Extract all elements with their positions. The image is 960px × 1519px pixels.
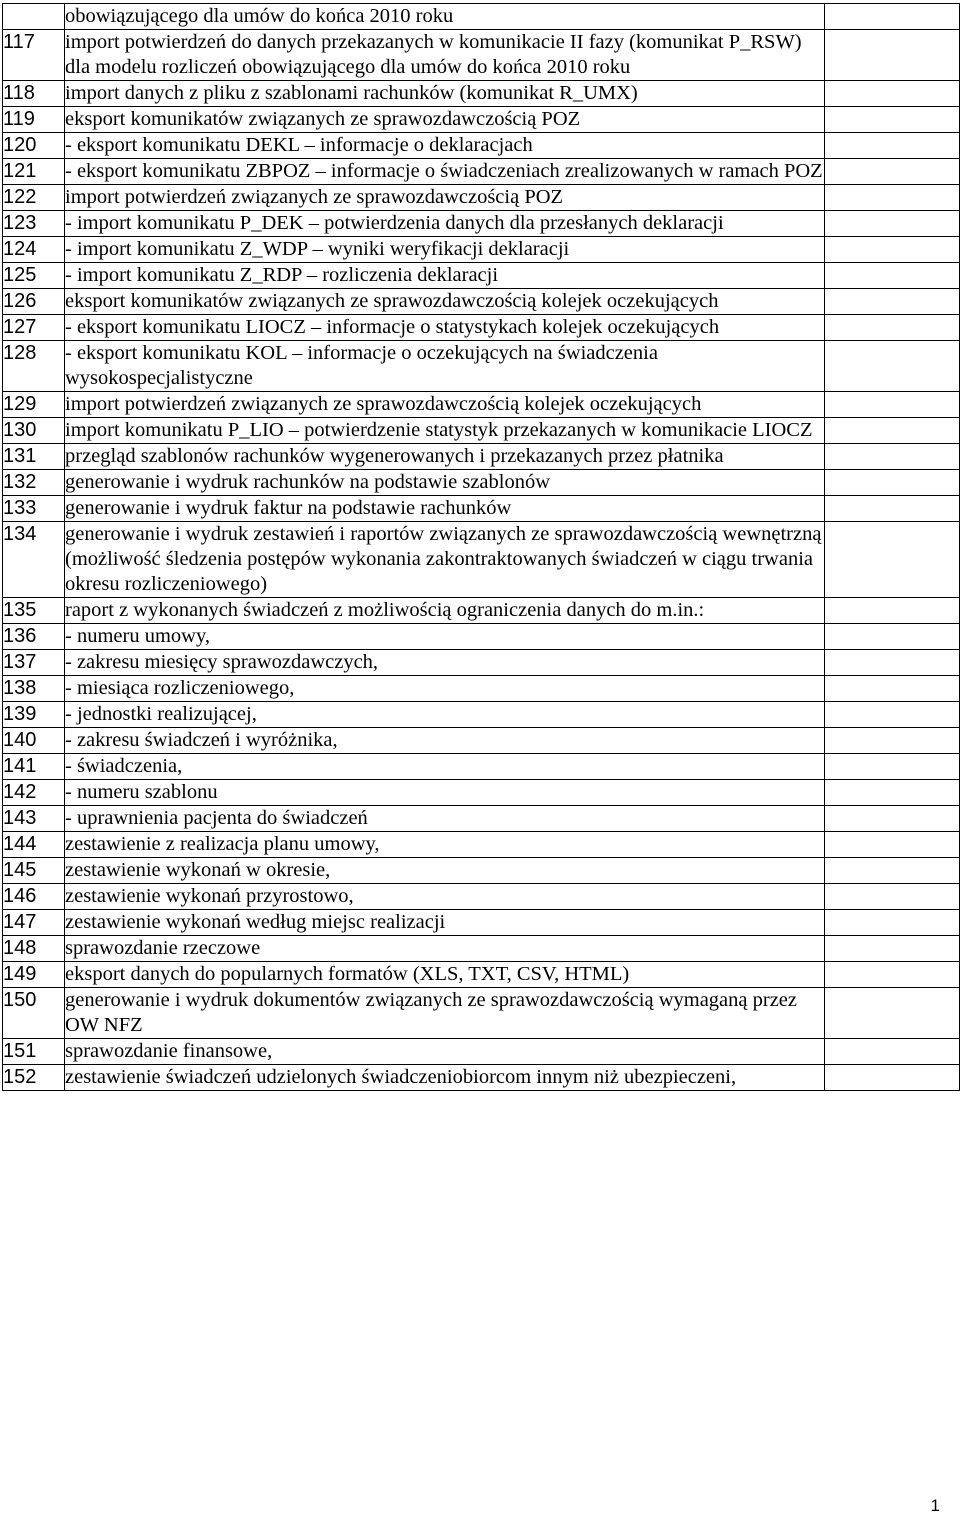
table-row xyxy=(3,496,960,522)
table-row xyxy=(3,806,960,832)
requirements-table xyxy=(2,3,960,1091)
row-number: 119 xyxy=(3,107,65,133)
row-number: 146 xyxy=(3,884,65,910)
row-description: - eksport komunikatu KOL – informacje o oczekujących na świadczenia wysokospecjalistyczne xyxy=(65,341,825,392)
table-row xyxy=(3,211,960,237)
row-description: import danych z pliku z szablonami rachunków (komunikat R_UMX) xyxy=(65,81,825,107)
row-description: - eksport komunikatu ZBPOZ – informacje o świadczeniach zrealizowanych w ramach POZ xyxy=(65,159,825,185)
empty-cell xyxy=(825,470,960,496)
row-description: - import komunikatu Z_WDP – wyniki weryfikacji deklaracji xyxy=(65,237,825,263)
row-description: - import komunikatu P_DEK – potwierdzenia danych dla przesłanych deklaracji xyxy=(65,211,825,237)
row-description: - jednostki realizującej, xyxy=(65,702,825,728)
row-number: 145 xyxy=(3,858,65,884)
row-description: raport z wykonanych świadczeń z możliwością ograniczenia danych do m.in.: xyxy=(65,598,825,624)
row-description: sprawozdanie finansowe, xyxy=(65,1039,825,1065)
table-row xyxy=(3,133,960,159)
table-row xyxy=(3,962,960,988)
table-row xyxy=(3,676,960,702)
row-number: 134 xyxy=(3,522,65,598)
row-number: 152 xyxy=(3,1065,65,1091)
empty-cell xyxy=(825,650,960,676)
empty-cell xyxy=(825,988,960,1039)
table-row xyxy=(3,341,960,392)
row-description: zestawienie świadczeń udzielonych świadczeniobiorcom innym niż ubezpieczeni, xyxy=(65,1065,825,1091)
table-row xyxy=(3,780,960,806)
empty-cell xyxy=(825,728,960,754)
table-row xyxy=(3,444,960,470)
row-description: - numeru szablonu xyxy=(65,780,825,806)
row-description: eksport komunikatów związanych ze sprawozdawczością POZ xyxy=(65,107,825,133)
table-row xyxy=(3,4,960,30)
row-number: 131 xyxy=(3,444,65,470)
row-description: eksport komunikatów związanych ze sprawozdawczością kolejek oczekujących xyxy=(65,289,825,315)
row-number: 138 xyxy=(3,676,65,702)
empty-cell xyxy=(825,81,960,107)
row-number: 122 xyxy=(3,185,65,211)
row-description: import potwierdzeń związanych ze sprawozdawczością POZ xyxy=(65,185,825,211)
empty-cell xyxy=(825,702,960,728)
row-number: 124 xyxy=(3,237,65,263)
table-row xyxy=(3,910,960,936)
row-number: 140 xyxy=(3,728,65,754)
row-number: 126 xyxy=(3,289,65,315)
empty-cell xyxy=(825,289,960,315)
table-row xyxy=(3,263,960,289)
row-description: zestawienie wykonań według miejsc realizacji xyxy=(65,910,825,936)
empty-cell xyxy=(825,624,960,650)
empty-cell xyxy=(825,806,960,832)
table-row xyxy=(3,1039,960,1065)
page-number: 1 xyxy=(930,1496,940,1515)
empty-cell xyxy=(825,418,960,444)
row-number: 137 xyxy=(3,650,65,676)
row-number: 130 xyxy=(3,418,65,444)
row-description: sprawozdanie rzeczowe xyxy=(65,936,825,962)
row-number: 147 xyxy=(3,910,65,936)
table-row xyxy=(3,30,960,81)
empty-cell xyxy=(825,858,960,884)
row-number: 118 xyxy=(3,81,65,107)
table-row xyxy=(3,522,960,598)
empty-cell xyxy=(825,598,960,624)
row-description: zestawienie wykonań w okresie, xyxy=(65,858,825,884)
table-row xyxy=(3,884,960,910)
row-description: zestawienie z realizacja planu umowy, xyxy=(65,832,825,858)
table-row xyxy=(3,650,960,676)
row-description: zestawienie wykonań przyrostowo, xyxy=(65,884,825,910)
row-description: generowanie i wydruk dokumentów związanych ze sprawozdawczością wymaganą przez OW NFZ xyxy=(65,988,825,1039)
row-number: 123 xyxy=(3,211,65,237)
empty-cell xyxy=(825,185,960,211)
table-row xyxy=(3,858,960,884)
row-description: obowiązującego dla umów do końca 2010 roku xyxy=(65,4,825,30)
row-description: - uprawnienia pacjenta do świadczeń xyxy=(65,806,825,832)
table-row xyxy=(3,598,960,624)
empty-cell xyxy=(825,392,960,418)
row-number: 129 xyxy=(3,392,65,418)
row-number: 125 xyxy=(3,263,65,289)
row-description: - numeru umowy, xyxy=(65,624,825,650)
empty-cell xyxy=(825,211,960,237)
empty-cell xyxy=(825,522,960,598)
row-number: 135 xyxy=(3,598,65,624)
row-description: - świadczenia, xyxy=(65,754,825,780)
empty-cell xyxy=(825,4,960,30)
row-number: 128 xyxy=(3,341,65,392)
row-number: 121 xyxy=(3,159,65,185)
table-row xyxy=(3,392,960,418)
row-description: import komunikatu P_LIO – potwierdzenie statystyk przekazanych w komunikacie LIOCZ xyxy=(65,418,825,444)
row-number: 143 xyxy=(3,806,65,832)
table-row xyxy=(3,1065,960,1091)
row-number: 117 xyxy=(3,30,65,81)
row-number: 132 xyxy=(3,470,65,496)
empty-cell xyxy=(825,780,960,806)
table-row xyxy=(3,315,960,341)
row-description: - import komunikatu Z_RDP – rozliczenia deklaracji xyxy=(65,263,825,289)
empty-cell xyxy=(825,1065,960,1091)
empty-cell xyxy=(825,496,960,522)
row-description: - zakresu świadczeń i wyróżnika, xyxy=(65,728,825,754)
row-description: - eksport komunikatu LIOCZ – informacje o statystykach kolejek oczekujących xyxy=(65,315,825,341)
row-description: generowanie i wydruk zestawień i raportów związanych ze sprawozdawczością wewnętrzną (możliwość śledzenia postępów wykonania zakontraktowanych świadczeń w ciągu trwania okresu rozliczeniowego) xyxy=(65,522,825,598)
empty-cell xyxy=(825,263,960,289)
table-row xyxy=(3,418,960,444)
empty-cell xyxy=(825,1039,960,1065)
row-number: 150 xyxy=(3,988,65,1039)
row-description: import potwierdzeń do danych przekazanych w komunikacie II fazy (komunikat P_RSW) dla modelu rozliczeń obowiązującego dla umów do końca 2010 roku xyxy=(65,30,825,81)
row-number: 127 xyxy=(3,315,65,341)
table-row xyxy=(3,754,960,780)
table-row xyxy=(3,832,960,858)
row-number: 120 xyxy=(3,133,65,159)
empty-cell xyxy=(825,676,960,702)
row-number: 141 xyxy=(3,754,65,780)
table-row xyxy=(3,728,960,754)
row-description: generowanie i wydruk rachunków na podstawie szablonów xyxy=(65,470,825,496)
table-row xyxy=(3,702,960,728)
table-row xyxy=(3,988,960,1039)
row-number: 144 xyxy=(3,832,65,858)
empty-cell xyxy=(825,133,960,159)
table-row xyxy=(3,159,960,185)
empty-cell xyxy=(825,832,960,858)
row-number xyxy=(3,4,65,30)
row-number: 148 xyxy=(3,936,65,962)
table-row xyxy=(3,936,960,962)
empty-cell xyxy=(825,30,960,81)
empty-cell xyxy=(825,444,960,470)
table-row xyxy=(3,185,960,211)
empty-cell xyxy=(825,884,960,910)
empty-cell xyxy=(825,936,960,962)
row-number: 136 xyxy=(3,624,65,650)
table-row xyxy=(3,237,960,263)
empty-cell xyxy=(825,315,960,341)
empty-cell xyxy=(825,341,960,392)
empty-cell xyxy=(825,962,960,988)
row-description: przegląd szablonów rachunków wygenerowanych i przekazanych przez płatnika xyxy=(65,444,825,470)
empty-cell xyxy=(825,237,960,263)
empty-cell xyxy=(825,910,960,936)
table-row xyxy=(3,107,960,133)
empty-cell xyxy=(825,159,960,185)
row-number: 142 xyxy=(3,780,65,806)
row-number: 139 xyxy=(3,702,65,728)
row-description: - miesiąca rozliczeniowego, xyxy=(65,676,825,702)
table-row xyxy=(3,470,960,496)
row-description: generowanie i wydruk faktur na podstawie rachunków xyxy=(65,496,825,522)
empty-cell xyxy=(825,754,960,780)
table-row xyxy=(3,624,960,650)
row-number: 151 xyxy=(3,1039,65,1065)
row-description: - eksport komunikatu DEKL – informacje o deklaracjach xyxy=(65,133,825,159)
empty-cell xyxy=(825,107,960,133)
table-row xyxy=(3,81,960,107)
row-description: import potwierdzeń związanych ze sprawozdawczością kolejek oczekujących xyxy=(65,392,825,418)
row-description: - zakresu miesięcy sprawozdawczych, xyxy=(65,650,825,676)
row-description: eksport danych do popularnych formatów (XLS, TXT, CSV, HTML) xyxy=(65,962,825,988)
table-row xyxy=(3,289,960,315)
row-number: 133 xyxy=(3,496,65,522)
row-number: 149 xyxy=(3,962,65,988)
